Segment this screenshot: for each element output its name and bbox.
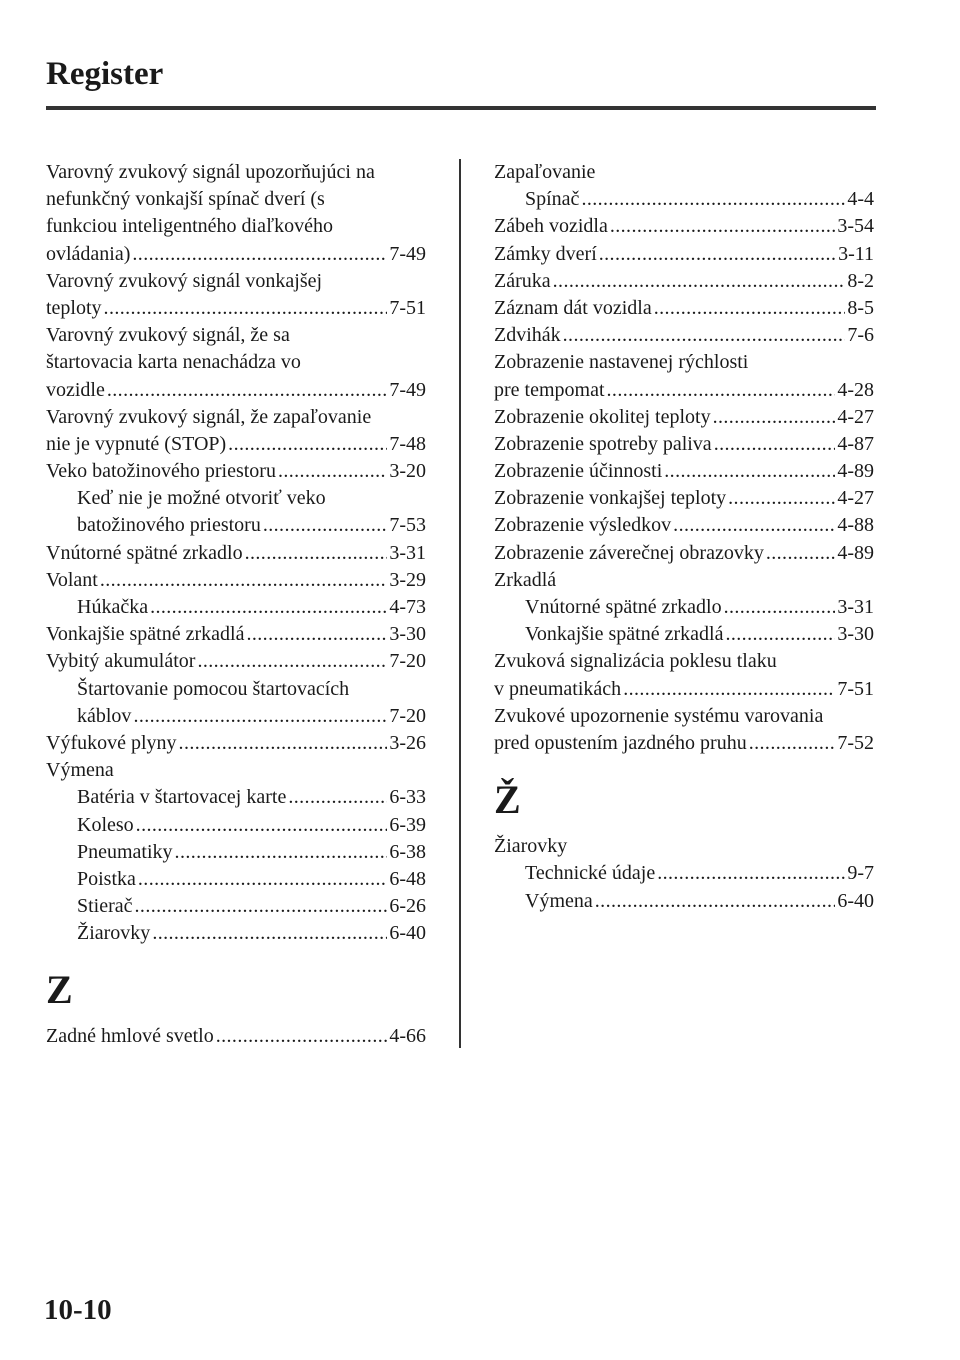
index-entry	[494, 268, 874, 295]
index-entry-text	[46, 757, 426, 784]
index-term: v pneumatikách	[494, 677, 622, 700]
index-term: Koleso	[77, 813, 134, 836]
index-term: Záruka	[494, 269, 551, 292]
index-term: Volant	[46, 568, 98, 591]
index-entry	[494, 888, 874, 915]
index-entry	[46, 567, 426, 594]
index-term: Zobrazenie výsledkov	[494, 514, 672, 537]
page-reference: 7-49	[389, 378, 426, 401]
index-term: Húkačka	[77, 596, 149, 618]
index-entry-text	[494, 833, 874, 860]
index-entry	[46, 866, 426, 893]
index-term: káblov	[77, 704, 132, 727]
page-reference: 3-26	[389, 731, 426, 754]
index-entry	[494, 431, 874, 458]
index-entry	[46, 295, 426, 322]
index-entry	[46, 920, 426, 947]
page-reference: 7-6	[847, 324, 874, 347]
index-entry	[46, 377, 426, 404]
index-term: ovládania)	[46, 242, 131, 265]
index-term: Žiarovky	[494, 835, 568, 858]
dot-leader	[175, 839, 388, 866]
index-entry	[494, 594, 874, 621]
index-entry	[46, 241, 426, 268]
index-term: vozidle	[46, 378, 105, 401]
index-entry	[494, 860, 874, 887]
index-term: Technické údaje	[525, 862, 656, 885]
dot-leader	[135, 893, 388, 920]
index-term: Záznam dát vozidla	[494, 296, 652, 319]
index-term: Výmena	[525, 889, 593, 912]
page-reference: 7-20	[389, 650, 426, 673]
dot-leader	[714, 431, 836, 458]
index-entry	[46, 648, 426, 675]
index-entry	[494, 458, 874, 485]
page-reference: 9-7	[847, 862, 874, 885]
index-term: Vonkajšie spätné zrkadlá	[46, 623, 245, 646]
index-term: Batéria v štartovacej karte	[77, 786, 287, 809]
index-entry	[46, 839, 426, 866]
dot-leader	[563, 322, 846, 349]
index-entry	[494, 295, 874, 322]
index-term: pre tempomat	[494, 378, 605, 401]
index-entry	[46, 594, 426, 621]
index-term: Zrkadlá	[494, 568, 557, 591]
index-term: Varovný zvukový signál, že sa	[46, 324, 290, 347]
dot-leader	[150, 594, 387, 621]
index-term: štartovacia karta nenachádza vo	[46, 351, 301, 374]
index-term: teploty	[46, 296, 102, 319]
index-entry-text	[494, 159, 874, 186]
page-reference: 6-40	[389, 922, 426, 945]
index-term: Pneumatiky	[77, 840, 173, 863]
index-entry	[46, 512, 426, 539]
dot-leader	[104, 295, 388, 322]
page-reference: 6-38	[389, 840, 426, 863]
page-reference: 7-53	[389, 514, 426, 537]
dot-leader	[766, 540, 835, 567]
index-term: Vonkajšie spätné zrkadlá	[525, 623, 724, 646]
dot-leader	[152, 920, 387, 947]
index-entry	[46, 431, 426, 458]
index-term: Varovný zvukový signál vonkajšej	[46, 269, 323, 292]
page-reference: 3-30	[837, 623, 874, 646]
dot-leader	[749, 730, 836, 757]
index-entry-text	[46, 186, 426, 213]
index-entry-text	[46, 349, 426, 376]
page-title: Register	[46, 56, 164, 92]
page-reference: 7-48	[389, 432, 426, 455]
index-entry-text	[46, 268, 426, 295]
index-entry	[494, 213, 874, 240]
index-entry-text	[46, 485, 426, 512]
index-term: Zobrazenie okolitej teploty	[494, 405, 711, 428]
index-term: Zobrazenie nastavenej rýchlosti	[494, 351, 749, 374]
index-term: Zobrazenie účinnosti	[494, 460, 663, 483]
index-term: Zámky dverí	[494, 242, 597, 265]
page-reference: 7-52	[837, 731, 874, 754]
index-entry	[46, 1023, 426, 1050]
index-entry	[494, 322, 874, 349]
index-entry	[494, 186, 874, 213]
index-term: Zvukové upozornenie systému varovania	[494, 704, 824, 727]
page-reference: 4-87	[837, 432, 874, 455]
index-term: nefunkčný vonkajší spínač dverí (s	[46, 188, 325, 211]
index-term: Zadné hmlové svetlo	[46, 1025, 214, 1048]
dot-leader	[607, 377, 836, 404]
dot-leader	[246, 621, 387, 648]
dot-leader	[278, 458, 387, 485]
index-entry-text	[494, 648, 874, 675]
index-section-letter: Ž	[494, 777, 521, 823]
page-reference: 4-73	[389, 596, 426, 618]
index-term: Zobrazenie záverečnej obrazovky	[494, 541, 764, 564]
page-reference: 4-89	[837, 460, 874, 483]
index-entry	[494, 730, 874, 757]
dot-leader	[216, 1023, 388, 1050]
index-entry-text	[46, 322, 426, 349]
index-term: Zábeh vozidla	[494, 215, 608, 238]
index-term: Vybitý akumulátor	[46, 650, 196, 673]
index-entry	[46, 703, 426, 730]
index-term: Zobrazenie spotreby paliva	[494, 432, 712, 455]
index-entry	[494, 485, 874, 512]
page-reference: 6-40	[837, 889, 874, 912]
index-term: Varovný zvukový signál, že zapaľovanie	[46, 405, 372, 428]
index-entry	[46, 812, 426, 839]
dot-leader	[581, 186, 845, 213]
index-term: batožinového priestoru	[77, 514, 261, 537]
index-term: Spínač	[525, 188, 580, 211]
page-reference: 3-54	[837, 215, 874, 238]
dot-leader	[132, 241, 387, 268]
page-reference: 4-27	[837, 405, 874, 428]
index-term: Zobrazenie vonkajšej teploty	[494, 487, 727, 510]
dot-leader	[553, 268, 846, 295]
page-reference: 4-28	[837, 378, 874, 401]
index-entry	[494, 404, 874, 431]
dot-leader	[263, 512, 387, 539]
index-entry	[494, 540, 874, 567]
index-term: Stierač	[77, 895, 133, 918]
dot-leader	[610, 213, 835, 240]
page-reference: 4-66	[389, 1025, 426, 1048]
index-term: Zvuková signalizácia poklesu tlaku	[494, 650, 777, 673]
dot-leader	[245, 540, 388, 567]
index-term: Zapaľovanie	[494, 161, 596, 183]
page-reference: 8-2	[847, 269, 874, 292]
index-entry-text	[46, 404, 426, 431]
page-reference: 6-26	[389, 895, 426, 918]
page-reference: 3-31	[837, 596, 874, 618]
index-entry-text	[494, 567, 874, 594]
index-entry-text	[494, 703, 874, 730]
page-reference: 4-4	[847, 188, 874, 211]
index-entry	[494, 377, 874, 404]
index-term: Keď nie je možné otvoriť veko	[77, 487, 326, 510]
dot-leader	[657, 860, 845, 887]
dot-leader	[673, 512, 835, 539]
index-entry	[494, 621, 874, 648]
index-term: Veko batožinového priestoru	[46, 460, 276, 483]
dot-leader	[599, 241, 836, 268]
index-term: Výfukové plyny	[46, 731, 177, 754]
dot-leader	[728, 485, 835, 512]
index-entry-text	[494, 349, 874, 376]
dot-leader	[179, 730, 388, 757]
index-section-letter: Z	[46, 967, 73, 1013]
index-entry	[46, 730, 426, 757]
dot-leader	[595, 888, 836, 915]
index-term: nie je vypnuté (STOP)	[46, 432, 227, 455]
dot-leader	[107, 377, 387, 404]
dot-leader	[713, 404, 836, 431]
page-number: 10-10	[44, 1294, 112, 1326]
index-entry	[494, 512, 874, 539]
index-term: Štartovanie pomocou štartovacích	[77, 677, 350, 700]
index-entry	[46, 621, 426, 648]
index-term: Varovný zvukový signál upozorňujúci na	[46, 161, 375, 183]
index-term: Vnútorné spätné zrkadlo	[525, 596, 722, 618]
dot-leader	[288, 784, 387, 811]
index-column-left	[46, 159, 426, 1051]
page-reference: 6-33	[389, 786, 426, 809]
index-entry-text	[46, 159, 426, 186]
index-column-right	[494, 159, 874, 915]
page-reference: 3-29	[389, 568, 426, 591]
page-reference: 3-30	[389, 623, 426, 646]
page-reference: 7-51	[837, 677, 874, 700]
dot-leader	[654, 295, 846, 322]
page-reference: 3-11	[838, 242, 874, 265]
dot-leader	[724, 594, 836, 621]
index-entry	[46, 540, 426, 567]
page-reference: 7-49	[389, 242, 426, 265]
index-term: pred opustením jazdného pruhu	[494, 731, 747, 754]
page-reference: 3-31	[389, 541, 426, 564]
index-entry-text	[46, 213, 426, 240]
page-reference: 7-20	[389, 704, 426, 727]
index-entry	[46, 458, 426, 485]
page-reference: 3-20	[389, 460, 426, 483]
dot-leader	[133, 703, 387, 730]
dot-leader	[664, 458, 835, 485]
page-reference: 8-5	[847, 296, 874, 319]
index-term: Zdvihák	[494, 324, 561, 347]
page-reference: 6-39	[389, 813, 426, 836]
dot-leader	[197, 648, 387, 675]
dot-leader	[138, 866, 387, 893]
index-entry	[46, 893, 426, 920]
page-reference: 4-27	[837, 487, 874, 510]
dot-leader	[623, 676, 835, 703]
index-entry	[494, 676, 874, 703]
page-header	[46, 58, 876, 91]
dot-leader	[228, 431, 387, 458]
index-entry	[46, 784, 426, 811]
page-reference: 4-89	[837, 541, 874, 564]
page-reference: 4-88	[837, 514, 874, 537]
page-reference: 6-48	[389, 867, 426, 890]
dot-leader	[136, 812, 388, 839]
page-reference: 7-51	[389, 296, 426, 319]
column-divider	[459, 159, 461, 1048]
index-entry	[494, 241, 874, 268]
dot-leader	[100, 567, 387, 594]
index-term: Žiarovky	[77, 922, 151, 945]
header-rule	[46, 106, 876, 110]
dot-leader	[725, 621, 835, 648]
index-term: funkciou inteligentného diaľkového	[46, 215, 333, 238]
index-term: Vnútorné spätné zrkadlo	[46, 541, 243, 564]
index-term: Poistka	[77, 867, 136, 890]
index-entry-text	[46, 676, 426, 703]
index-term: Výmena	[46, 759, 114, 782]
